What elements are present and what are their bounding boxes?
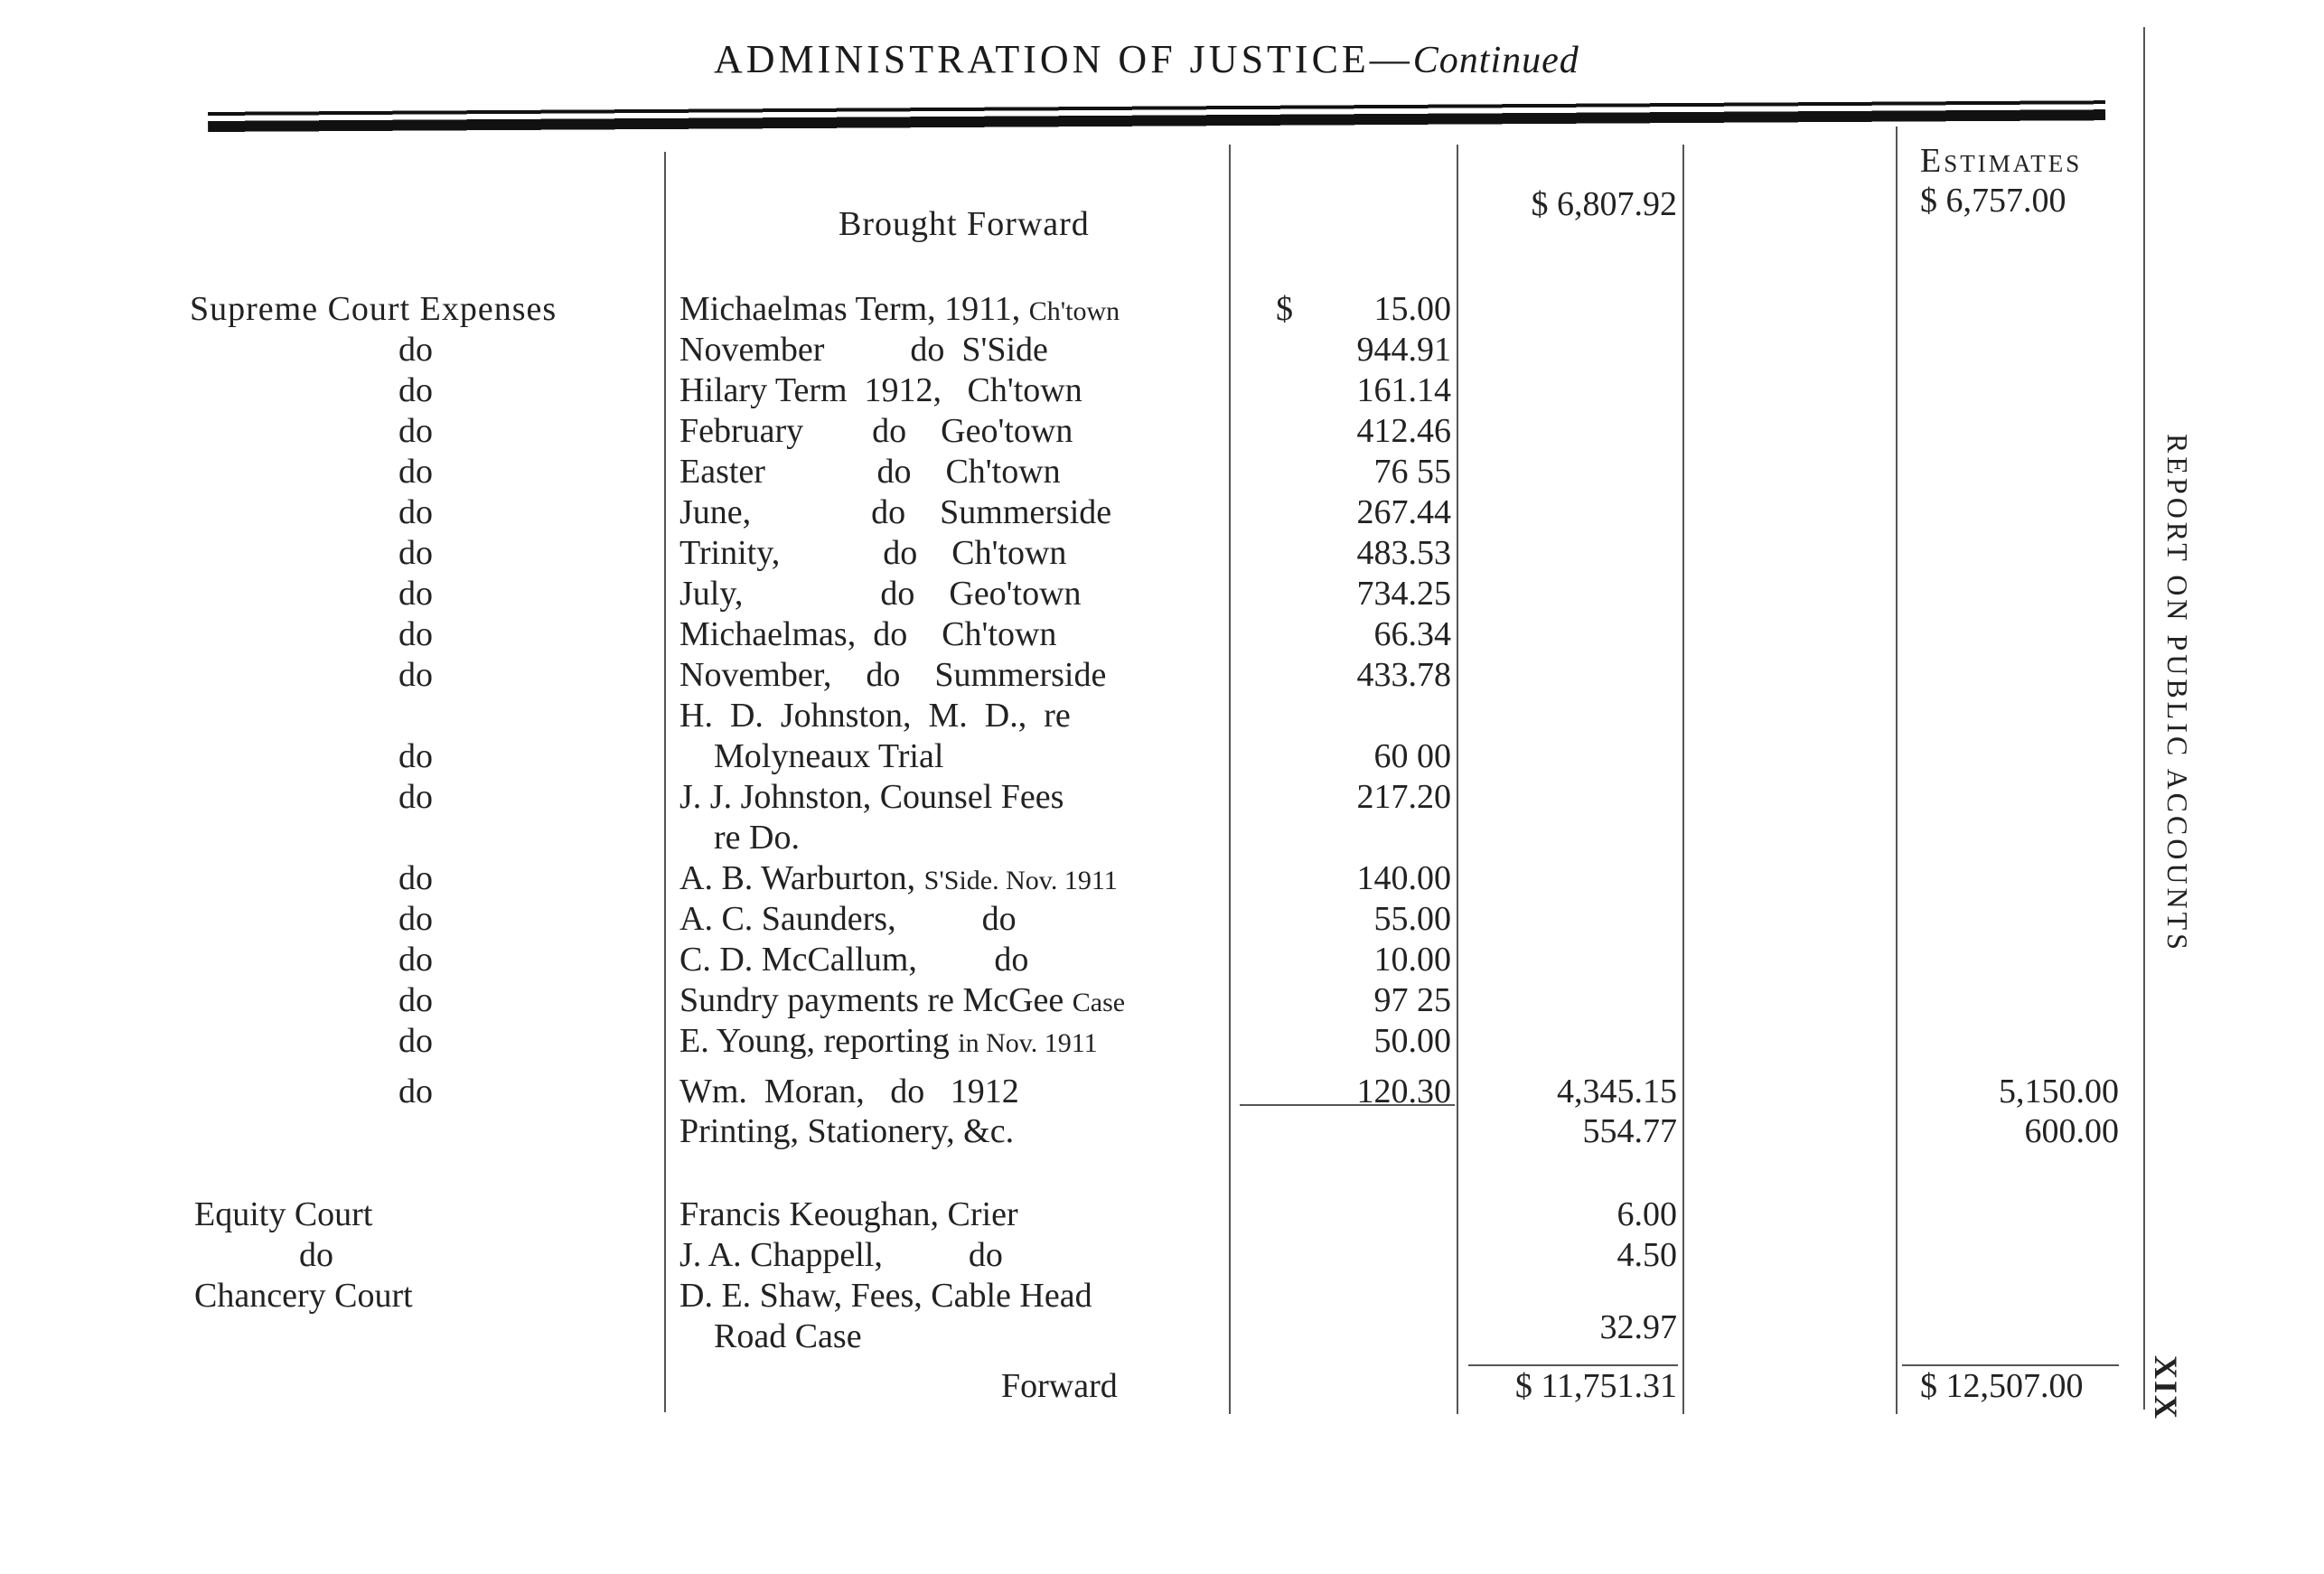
side-running-title: REPORT ON PUBLIC ACCOUNTS — [2161, 434, 2194, 953]
row-category: do — [398, 656, 433, 694]
row-item-amount: 217.20 — [1356, 778, 1451, 816]
row-description-note: S'Side. Nov. 1911 — [923, 866, 1118, 895]
row-item-amount: 140.00 — [1356, 859, 1451, 897]
row-item-amount: 55.00 — [1373, 900, 1451, 938]
row-category: do — [398, 453, 433, 491]
row-category: do — [398, 900, 433, 938]
equity-description: Road Case — [679, 1317, 862, 1355]
row-category: do — [398, 778, 433, 816]
title-main: ADMINISTRATION OF JUSTICE— — [714, 37, 1413, 81]
rule-est-right — [2143, 27, 2145, 1410]
row-category: do — [398, 1073, 433, 1110]
row-description-text: Hilary Term 1912, Ch'town — [679, 371, 1082, 409]
row-category: do — [398, 981, 433, 1019]
row-description — [679, 289, 1120, 332]
row-description — [679, 574, 1082, 614]
row-description — [679, 696, 1071, 735]
row-description-text: J. J. Johnston, Counsel Fees — [679, 778, 1064, 816]
brought-forward-estimate: $ 6,757.00 — [1920, 182, 2066, 220]
row-item-amount: 50.00 — [1373, 1022, 1451, 1060]
row-item-amount: 412.46 — [1356, 412, 1451, 450]
row-description-text: June, do Summerside — [679, 493, 1112, 531]
row-description — [679, 736, 943, 776]
row-category: do — [398, 737, 433, 775]
page-number: XIX — [2148, 1355, 2184, 1421]
equity-total-amount: 6.00 — [1616, 1195, 1677, 1233]
row-category: do — [398, 331, 433, 369]
row-description-text: November do S'Side — [679, 331, 1048, 369]
forward-label: Forward — [1001, 1367, 1118, 1405]
equity-category: Chancery Court — [194, 1277, 413, 1315]
row-estimate-amount: 5,150.00 — [1999, 1073, 2119, 1110]
row-category: do — [398, 575, 433, 613]
row-description-note: Case — [1072, 988, 1126, 1017]
row-item-amount: 483.53 — [1356, 534, 1451, 572]
row-category: do — [398, 534, 433, 572]
equity-description: J. A. Chappell, do — [679, 1236, 1003, 1274]
row-description — [679, 980, 1125, 1023]
equity-description: D. E. Shaw, Fees, Cable Head — [679, 1277, 1092, 1315]
row-item-dollar: $ — [1276, 290, 1293, 328]
row-description-text: A. B. Warburton, — [679, 859, 924, 897]
row-category: do — [398, 1022, 433, 1060]
row-description — [679, 1072, 1019, 1111]
rule-est-left — [1896, 126, 1898, 1414]
row-description-text: Easter do Ch'town — [679, 453, 1061, 491]
row-description-text: Michaelmas, do Ch'town — [679, 615, 1057, 653]
row-description — [679, 1111, 1014, 1151]
rule-totals-right — [1682, 145, 1684, 1414]
row-item-amount: 97 25 — [1373, 981, 1451, 1019]
row-description — [679, 452, 1061, 492]
equity-description: Francis Keoughan, Crier — [679, 1195, 1018, 1233]
row-estimate-amount: 600.00 — [2024, 1112, 2119, 1150]
row-category: do — [398, 371, 433, 409]
row-description — [679, 492, 1111, 532]
row-description — [679, 940, 1028, 979]
row-total-amount: 4,345.15 — [1557, 1073, 1677, 1110]
row-description — [679, 655, 1106, 695]
row-description — [679, 858, 1118, 901]
row-description — [679, 330, 1048, 370]
rule-items-left — [1229, 145, 1231, 1414]
equity-category: do — [299, 1236, 333, 1274]
row-description-text: Wm. Moran, do 1912 — [679, 1073, 1019, 1110]
row-description — [679, 370, 1082, 410]
row-description — [679, 1021, 1098, 1063]
row-description — [679, 899, 1017, 939]
row-description-text: Michaelmas Term, 1911, — [679, 290, 1029, 328]
row-category: do — [398, 941, 433, 979]
row-description-text: E. Young, reporting — [679, 1022, 959, 1060]
row-item-amount: 120.30 — [1356, 1073, 1451, 1110]
row-item-amount: 267.44 — [1356, 493, 1451, 531]
page-title — [0, 36, 2324, 82]
row-description-text: A. C. Saunders, do — [679, 900, 1017, 938]
row-item-amount: 433.78 — [1356, 656, 1451, 694]
estimates-header: Estimates — [1920, 142, 2083, 180]
rule-desc-left — [664, 152, 666, 1412]
forward-estimate: $ 12,507.00 — [1920, 1367, 2084, 1405]
row-description-text: November, do Summerside — [679, 656, 1107, 694]
equity-total-amount: 32.97 — [1599, 1308, 1677, 1346]
row-description-text: February do Geo'town — [679, 412, 1073, 450]
row-total-amount: 554.77 — [1582, 1112, 1677, 1150]
brought-forward-label: Brought Forward — [839, 205, 1090, 243]
row-description-note: in Nov. 1911 — [958, 1028, 1098, 1058]
row-category: do — [398, 859, 433, 897]
row-item-amount: 76 55 — [1373, 453, 1451, 491]
row-description-text: Trinity, do Ch'town — [679, 534, 1067, 572]
row-item-amount: 60 00 — [1373, 737, 1451, 775]
row-description — [679, 533, 1066, 573]
row-description-text: Molyneaux Trial — [679, 737, 944, 775]
row-category: do — [398, 493, 433, 531]
row-description-text: re Do. — [679, 819, 800, 857]
row-item-amount: 15.00 — [1373, 290, 1451, 328]
row-description-text: H. D. Johnston, M. D., re — [679, 697, 1071, 735]
row-item-amount: 66.34 — [1373, 615, 1451, 653]
row-item-amount: 10.00 — [1373, 941, 1451, 979]
row-category: Supreme Court Expenses — [190, 290, 558, 328]
row-item-amount: 734.25 — [1356, 575, 1451, 613]
row-item-amount: 944.91 — [1356, 331, 1451, 369]
heavy-rule — [208, 97, 2105, 139]
row-description-text: July, do Geo'town — [679, 575, 1082, 613]
row-description-text: Printing, Stationery, &c. — [679, 1112, 1015, 1150]
row-category: do — [398, 412, 433, 450]
row-item-amount: 161.14 — [1356, 371, 1451, 409]
rule-items-right — [1457, 145, 1458, 1414]
forward-total: $ 11,751.31 — [1514, 1367, 1677, 1405]
row-description — [679, 777, 1064, 817]
row-category: do — [398, 615, 433, 653]
equity-total-amount: 4.50 — [1616, 1236, 1677, 1274]
row-description — [679, 614, 1056, 654]
row-description-text: Sundry payments re McGee — [679, 981, 1073, 1019]
row-description — [679, 818, 800, 857]
row-description-text: C. D. McCallum, do — [679, 941, 1029, 979]
row-description — [679, 411, 1073, 451]
brought-forward-total: $ 6,807.92 — [1531, 185, 1677, 223]
equity-category: Equity Court — [194, 1195, 373, 1233]
title-continued: Continued — [1412, 40, 1579, 81]
row-description-note: Ch'town — [1028, 296, 1120, 326]
